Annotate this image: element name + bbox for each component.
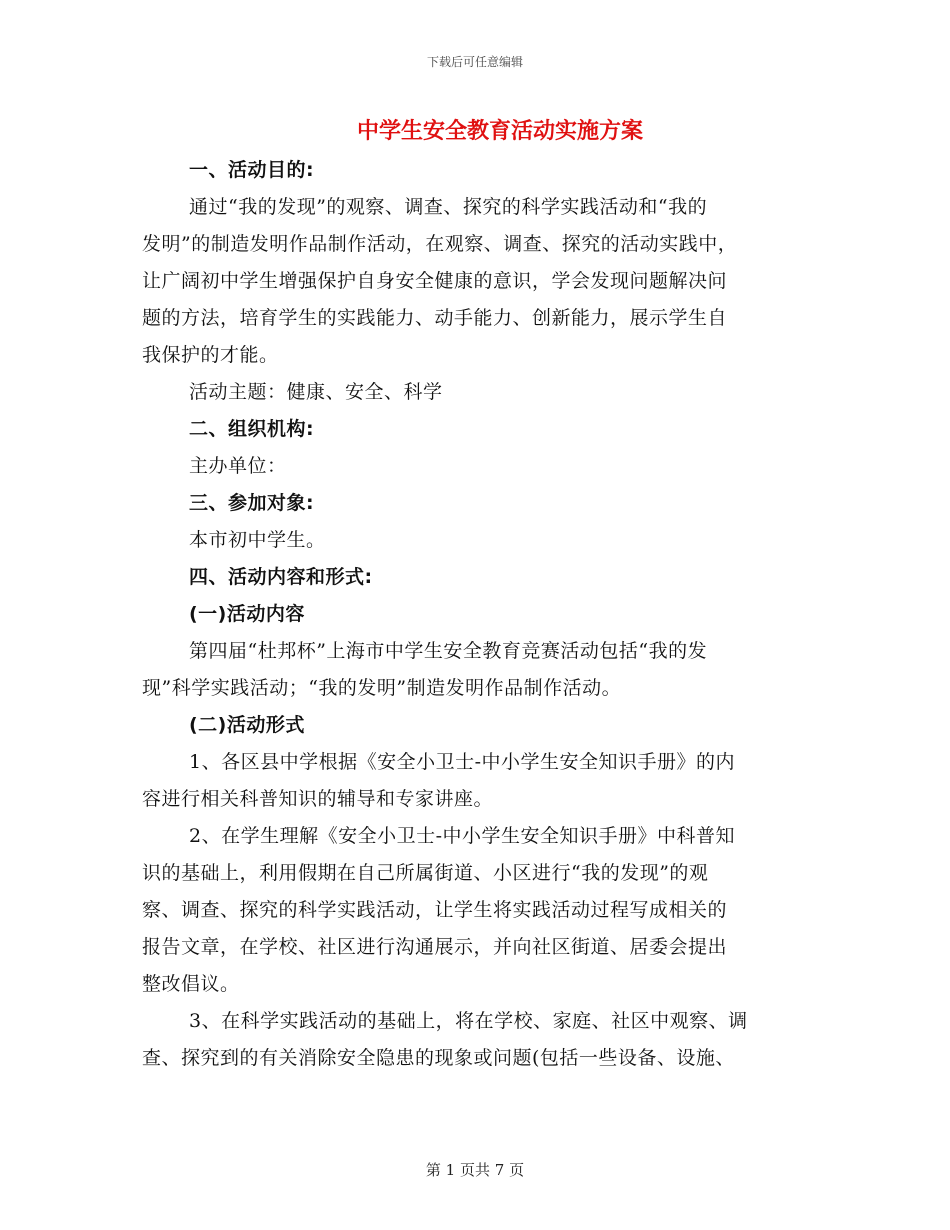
list-item <box>142 1003 810 1077</box>
section-heading-content-form: 四、活动内容和形式: <box>189 566 373 588</box>
text-line: 我保护的才能。 <box>142 344 279 366</box>
text-line: 通过“我的发现”的观察、调查、探究的科学实践活动和“我的 <box>189 196 708 218</box>
page-number: 第 1 页共 7 页 <box>425 1161 525 1179</box>
activity-theme: 活动主题：健康、安全、科学 <box>189 381 443 403</box>
text-line: 察、调查、探究的科学实践活动，让学生将实践活动过程写成相关的 <box>142 899 728 921</box>
section-heading-organization: 二、组织机构: <box>189 418 315 440</box>
list-item <box>142 744 810 818</box>
document-body <box>142 152 810 1077</box>
section-heading-purpose: 一、活动目的: <box>189 159 315 181</box>
subsection-heading-content: (一)活动内容 <box>189 603 305 625</box>
text-line: 1、各区县中学根据《安全小卫士-中小学生安全知识手册》的内 <box>189 751 736 773</box>
paragraph-content <box>142 633 810 707</box>
paragraph-purpose <box>142 189 810 374</box>
text-line: 发明”的制造发明作品制作活动，在观察、调查、探究的活动实践中， <box>142 233 738 255</box>
section-heading-participants: 三、参加对象: <box>189 492 315 514</box>
list-item <box>142 818 810 1003</box>
text-line: 第四届“杜邦杯”上海市中学生安全教育竞赛活动包括“我的发 <box>189 640 708 662</box>
text-line: 报告文章，在学校、社区进行沟通展示，并向社区街道、居委会提出 <box>142 936 728 958</box>
text-line: 让广阔初中学生增强保护自身安全健康的意识，学会发现问题解决问 <box>142 270 728 292</box>
text-line: 整改倡议。 <box>142 973 240 995</box>
subsection-heading-form: (二)活动形式 <box>189 714 305 736</box>
text-line: 查、探究到的有关消除安全隐患的现象或问题(包括一些设备、设施、 <box>142 1047 735 1069</box>
text-line: 识的基础上，利用假期在自己所属街道、小区进行“我的发现”的观 <box>142 862 709 884</box>
participants-line: 本市初中学生。 <box>189 529 326 551</box>
text-line: 3、在科学实践活动的基础上，将在学校、家庭、社区中观察、调 <box>189 1010 748 1032</box>
text-line: 题的方法，培育学生的实践能力、动手能力、创新能力，展示学生自 <box>142 307 728 329</box>
text-line: 现”科学实践活动；“我的发明”制造发明作品制作活动。 <box>142 677 622 699</box>
document-title: 中学生安全教育活动实施方案 <box>356 119 643 144</box>
text-line: 2、在学生理解《安全小卫士-中小学生安全知识手册》中科普知 <box>189 825 736 847</box>
text-line: 容进行相关科普知识的辅导和专家讲座。 <box>142 788 494 810</box>
page-header-note: 下载后可任意编辑 <box>426 55 523 69</box>
organizer-line: 主办单位： <box>189 455 287 477</box>
